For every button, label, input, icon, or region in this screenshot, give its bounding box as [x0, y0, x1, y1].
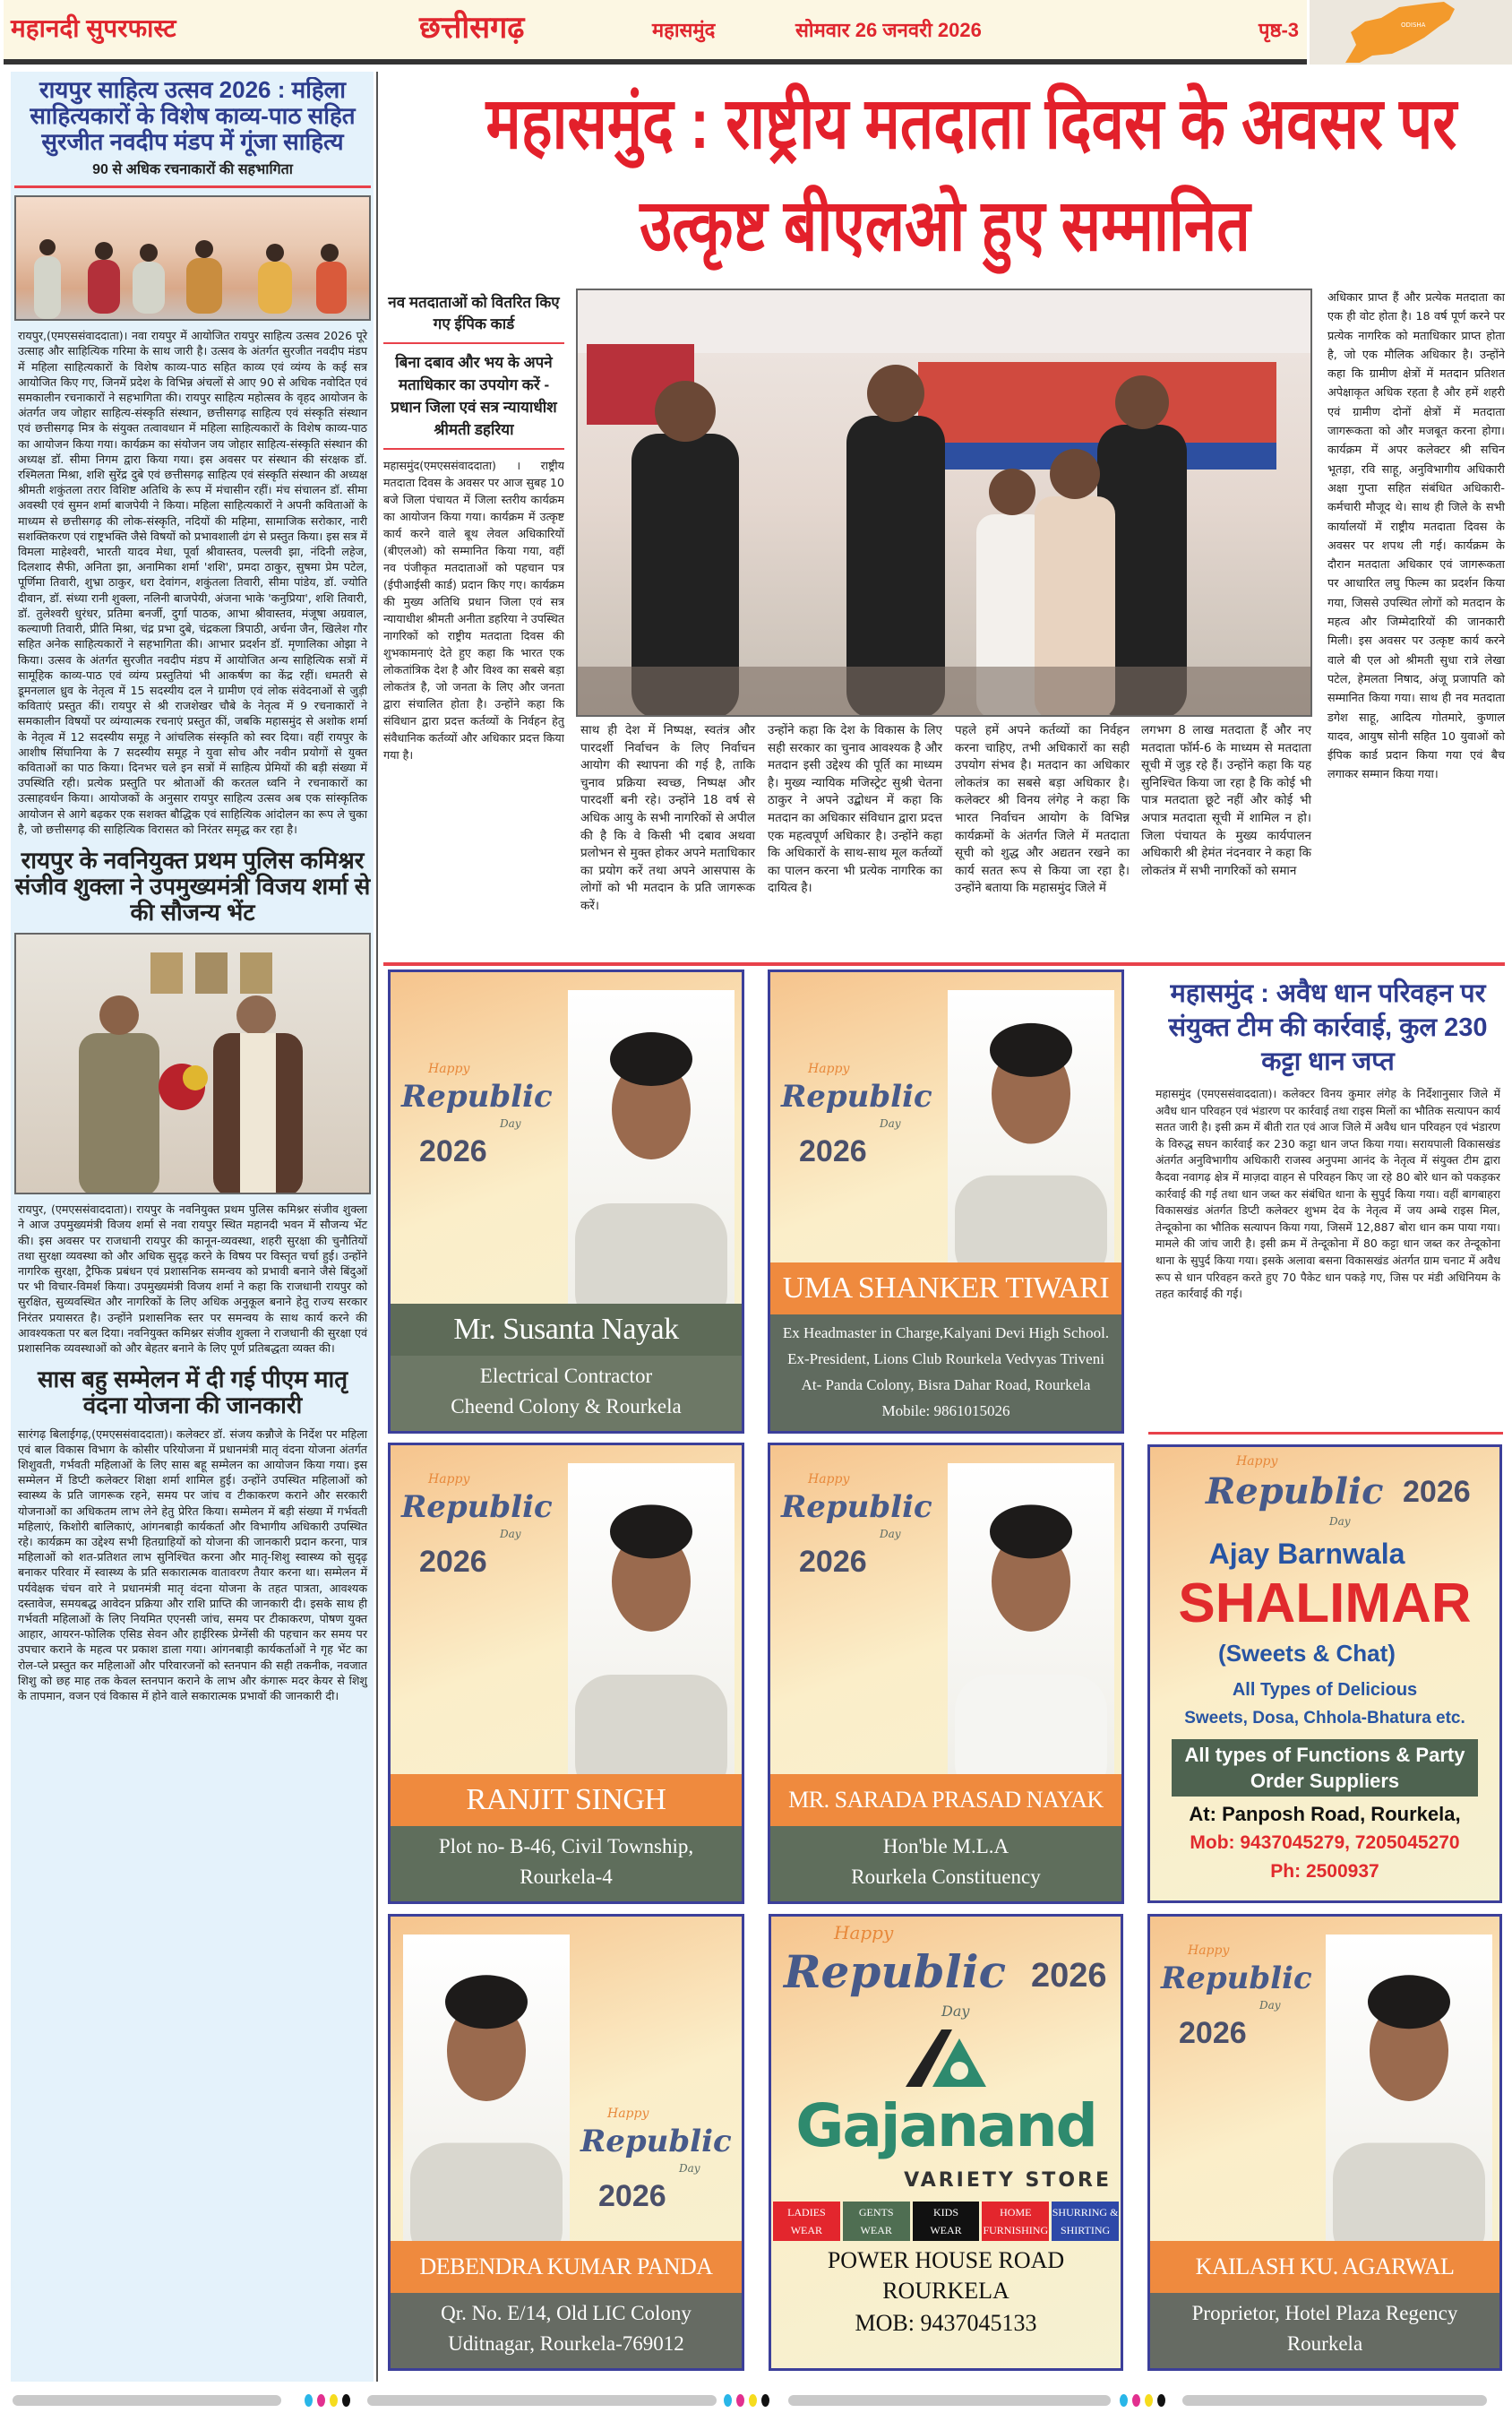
- greeting-year: 2026: [1179, 2016, 1247, 2050]
- category-badge: [773, 2202, 840, 2241]
- odisha-map: [1310, 0, 1512, 65]
- ad-details: [391, 2293, 742, 2368]
- greeting-day: Day: [1259, 1999, 1281, 2012]
- category-line: WEAR: [860, 2224, 892, 2236]
- ad-detail-line: Uditnagar, Rourkela-769012: [448, 2332, 684, 2355]
- paper-name: महानदी सुपरफास्ट: [11, 14, 176, 42]
- raipur-festival-headline: रायपुर साहित्य उत्सव 2026 : महिला साहित्यकारों के विशेष काव्य-पाठ सहित सुरजीत नवदीप मंडप में गूंजा साहित्य: [30, 77, 356, 156]
- registration-dot: [1145, 2394, 1153, 2407]
- festival-photo[interactable]: [14, 195, 371, 321]
- portrait-photo: [948, 1463, 1114, 1774]
- ad-details: [770, 1314, 1121, 1431]
- category-line: SHURRING &: [1052, 2206, 1119, 2219]
- ad-person-name: Mr. Susanta Nayak: [391, 1304, 742, 1356]
- lead-body-col2: साथ ही देश में निष्पक्ष, स्वतंत्र और पारदर्शी निर्वाचन के लिए निर्वाचन आयोग की स्थापना की गई है, ताकि चुनाव प्रक्रिया स्वच्छ, निष्पक्ष और पारदर्शी बनी रहे। उन्होंने 18 वर्ष से अधिक आयु के सभी नागरिकों से अपील की है कि वे किसी भी दबाव अथवा प्रलोभन से मुक्त होकर अपने मताधिकार का प्रयोग करें तथा अपने आसपास के लोगों को भी मतदान के प्रति जागरूक करें।: [580, 723, 755, 913]
- ad-kailash-ku-agarwal[interactable]: [1147, 1914, 1502, 2371]
- ad-debendra-kumar-panda[interactable]: [388, 1914, 744, 2371]
- blo-award-photo[interactable]: [576, 289, 1312, 717]
- category-badge: [843, 2202, 910, 2241]
- greeting-happy: Happy: [607, 2107, 649, 2121]
- ad-detail-line: Mobile: 9861015026: [881, 1402, 1010, 1419]
- greeting-year: 2026: [419, 1545, 487, 1579]
- portrait-photo: [403, 1935, 570, 2241]
- ad-mr-sarada-prasad-nayak[interactable]: [768, 1443, 1124, 1904]
- shalimar-owner: Ajay Barnwala: [1208, 1538, 1405, 1570]
- greeting-day: Day: [679, 2162, 700, 2175]
- ad-detail-line: Rourkela Constituency: [851, 1866, 1041, 1888]
- greeting-republic: Republic: [1206, 1470, 1384, 1512]
- ad-detail-line: Electrical Contractor: [479, 1365, 653, 1387]
- divider: [14, 185, 371, 188]
- greeting-year: 2026: [1031, 1957, 1107, 1995]
- person-portrait-icon: [948, 1463, 1114, 1774]
- gajanand-logo-icon: [906, 2029, 986, 2089]
- registration-bar: [788, 2395, 1111, 2406]
- shalimar-type: (Sweets & Chat): [1218, 1640, 1396, 1667]
- ad-gajanand[interactable]: [769, 1914, 1123, 2371]
- category-line: LADIES: [787, 2206, 826, 2219]
- ad-detail-line: Rourkela-4: [520, 1866, 613, 1888]
- state-label: छत्तीसगढ़: [419, 11, 525, 45]
- greeting-year: 2026: [419, 1134, 487, 1168]
- paddy-seizure-article: [1155, 977, 1500, 1429]
- odisha-map-icon: [1310, 0, 1512, 65]
- lead-left-subcolumn: [383, 292, 564, 959]
- category-line: KIDS: [932, 2206, 958, 2219]
- ad-mr-susanta-nayak[interactable]: [388, 969, 744, 1434]
- shalimar-phone: Ph: 2500937: [1270, 1861, 1379, 1882]
- meeting-photo: [16, 935, 371, 1194]
- ad-details: [391, 1356, 742, 1431]
- divider: [383, 448, 564, 450]
- greeting-year: 2026: [799, 1545, 867, 1579]
- divider: [1148, 1432, 1503, 1435]
- greeting-happy: Happy: [428, 1062, 470, 1076]
- greeting-year: 2026: [1403, 1475, 1471, 1509]
- registration-bar: [13, 2395, 281, 2406]
- greeting-republic: Republic: [580, 2124, 732, 2159]
- registration-dot: [761, 2394, 769, 2407]
- greeting-day: Day: [500, 1528, 521, 1540]
- ad-detail-line: Cheend Colony & Rourkela: [451, 1395, 682, 1418]
- category-line: WEAR: [790, 2224, 823, 2236]
- greeting-happy: Happy: [808, 1062, 850, 1076]
- shalimar-brand: SHALIMAR: [1178, 1573, 1472, 1634]
- registration-dot: [1157, 2394, 1165, 2407]
- registration-bar: [1182, 2395, 1487, 2406]
- greeting-republic: Republic: [781, 1489, 932, 1525]
- lead-headline-line2: उत्कृष्ट बीएलओ हुए सम्मानित: [640, 185, 1250, 265]
- greeting-republic: Republic: [784, 1945, 1007, 1998]
- ad-detail-line: Proprietor, Hotel Plaza Regency: [1191, 2302, 1458, 2324]
- column-divider: [376, 72, 378, 2382]
- category-line: WEAR: [930, 2224, 962, 2236]
- divider: [383, 342, 564, 344]
- ad-person-name: KAILASH KU. AGARWAL: [1150, 2241, 1499, 2293]
- gajanand-address1: POWER HOUSE ROAD: [827, 2247, 1065, 2273]
- ad-detail-line: Qr. No. E/14, Old LIC Colony: [441, 2302, 692, 2324]
- registration-bar: [367, 2395, 717, 2406]
- registration-dot: [1120, 2394, 1128, 2407]
- ad-ranjit-singh[interactable]: [388, 1443, 744, 1904]
- registration-dot: [317, 2394, 325, 2407]
- ad-person-name: DEBENDRA KUMAR PANDA: [391, 2241, 742, 2293]
- ad-detail-line: At- Panda Colony, Bisra Dahar Road, Rourkela: [801, 1376, 1091, 1393]
- ad-detail-line: Rourkela: [1286, 2332, 1363, 2355]
- section-divider: [383, 962, 1505, 966]
- map-label: ODISHA: [1401, 22, 1426, 29]
- gajanand-brand: Gajanand: [795, 2091, 1096, 2160]
- greeting-happy: Happy: [1236, 1454, 1278, 1469]
- raipur-festival-subhead: 90 से अधिक रचनाकारों की सहभागिता: [92, 162, 293, 178]
- category-line: SHIRTING: [1060, 2224, 1111, 2236]
- greeting-year: 2026: [799, 1134, 867, 1168]
- person-portrait-icon: [568, 990, 735, 1304]
- lead-subhead-epic: नव मतदाताओं को वितरित किए गए ईपिक कार्ड: [388, 294, 560, 332]
- lead-body-col1: महासमुंद(एमएससंवाददाता) । राष्ट्रीय मतदाता दिवस के अवसर पर आज सुबह 10 बजे जिला पंचायत में जिला स्तरीय कार्यक्रम का आयोजन किया गया। कार्यक्रम में उत्कृष्ट कार्य करने वाले बूथ लेवल अधिकारियों (बीएलओ) को सम्मानित किया गया, वहीं नव पंजीकृत मतदाताओं को पहचान पत्र (ईपीआईसी कार्ड) प्रदान किए गए। कार्यक्रम की मुख्य अतिथि प्रधान जिला एवं सत्र न्यायाधीश श्रीमती अनीता डहरिया ने उपस्थित नागरिकों को राष्ट्रीय मतदाता दिवस की शुभकामनाएं देते हुए कहा कि भारत एक लोकतांत्रिक देश है और विश्व का सबसे बड़ा लोकतंत्र है, जो जनता के लिए और जनता द्वारा संचालित होता है। उन्होंने कहा कि संविधान द्वारा प्रदत्त कर्तव्यों के निर्वहन हेतु संवैधानिक कर्तव्यों और अधिकार प्रदत्त किया गया है।: [383, 459, 564, 762]
- ad-person-name: RANJIT SINGH: [391, 1774, 742, 1826]
- greeting-republic: Republic: [401, 1079, 553, 1115]
- shalimar-line2: Sweets, Dosa, Chhola-Bhatura etc.: [1184, 1709, 1465, 1728]
- date-label: सोमवार 26 जनवरी 2026: [795, 19, 982, 41]
- lead-subhead-judge: बिना दबाव और भय के अपने मताधिकार का उपयोग करें - प्रधान जिला एवं सत्र न्यायाधीश श्रीमती डहरिया: [391, 354, 557, 438]
- ad-person-name: MR. SARADA PRASAD NAYAK: [770, 1774, 1121, 1826]
- ad-person-name: UMA SHANKER TIWARI: [770, 1262, 1121, 1314]
- ad-details: [1150, 2293, 1499, 2368]
- ad-detail-line: Ex Headmaster in Charge,Kalyani Devi High School.: [782, 1324, 1110, 1341]
- ad-details: [391, 1826, 742, 1901]
- gajanand-subtitle: VARIETY STORE: [904, 2169, 1112, 2192]
- lead-headline-line1: महासमुंद : राष्ट्रीय मतदाता दिवस के अवसर पर: [485, 83, 1457, 163]
- category-line: GENTS: [858, 2206, 894, 2219]
- registration-dot: [305, 2394, 313, 2407]
- left-column-stories: [14, 77, 371, 2378]
- police-commissioner-body: रायपुर, (एमएससंवाददाता)। रायपुर के नवनियुक्त प्रथम पुलिस कमिश्नर संजीव शुक्ला ने आज उपमुख्यमंत्री विजय शर्मा से नवा रायपुर स्थित महानदी भवन में सौजन्य भेंट की। इस अवसर पर राजधानी रायपुर की कानून-व्यवस्था, शहरी सुरक्षा की चुनौतियों तथा सुरक्षा व्यवस्था को और अधिक सुदृढ़ करने के विषय पर विस्तृत चर्चा हुई। उन्होंने नागरिक सुरक्षा, ट्रैफिक प्रबंधन एवं प्रशासनिक समन्वय को प्रभावी बनाने जैसे बिंदुओं पर भी विचार-विमर्श किया। उपमुख्यमंत्री विजय शर्मा ने कहा कि राजधानी रायपुर को सुरक्षित, सुव्यवस्थित और नागरिकों के लिए अधिक अनुकूल बनाने हेतु राज्य सरकार निरंतर प्रयासरत है। उन्होंने प्रशासनिक स्तर पर समन्वय के साथ कार्य करने की आवश्यकता पर बल दिया। नवनियुक्त कमिश्नर संजीव शुक्ला ने राजधानी की सुरक्षा एवं प्रशासनिक व्यवस्थाओं को और बेहतर बनाने के लिए पूर्ण प्रतिबद्धता व्यक्त की।: [18, 1202, 367, 1356]
- commissioner-photo[interactable]: [14, 933, 371, 1194]
- ad-details: [770, 1826, 1121, 1901]
- greeting-day: Day: [500, 1117, 521, 1130]
- category-badge: [982, 2202, 1049, 2241]
- paddy-seizure-body: महासमुंद (एमएससंवाददाता)। कलेक्टर विनय कुमार लंगेह के निर्देशानुसार जिले में अवैध धान परिवहन एवं भंडारण पर कार्रवाई तथा राइस मिलों का भौतिक सत्यापन कार्य सतत जारी है। इसी क्रम में बीती रात एवं आज जिले में अवैध धान परिवहन एवं भंडारण के विरुद्ध सघन कार्रवाई कर 230 कट्टा धान जप्त किया गया। सरायपाली विकासखंड अंतर्गत अनुविभागीय अधिकारी राजस्व अनुपमा आनंद के नेतृत्व में संयुक्त टीम द्वारा कैदवा नवागढ़ क्षेत्र में माज़दा वाहन से परिवहन किए जा रहे 80 बोरे धान को पकड़कर कार्रवाई की गई तथा धान जब्त कर संबंधित थाना के सुपुर्द किया गया। वहीं बागबाहरा विकासखंड अंतर्गत डिप्टी कलेक्टर शुभम देव के नेतृत्व में जय अम्बे राइस मिल, तेन्दूकोना का भौतिक सत्यापन किया गया, जिसमें 12,887 बोरा धान कम पाया गया। मामले की जांच जारी है। इसी क्रम में तेन्दूकोना में 80 कट्टा धान जब्त कर तेन्दूकोना थाना के सुपुर्द किया गया। इसके अलावा बसना विकासखंड अंतर्गत ग्राम चनाट में अवैध रूप से धान परिवहन करते हुए 70 पैकेट धान पकड़े गए, जिस पर मंडी अधिनियम के तहत कार्रवाई की गई।: [1155, 1087, 1500, 1301]
- greeting-day: Day: [941, 2003, 970, 2020]
- paddy-seizure-headline: महासमुंद : अवैध धान परिवहन पर संयुक्त टीम की कार्रवाई, कुल 230 कट्टा धान जप्त: [1168, 979, 1488, 1076]
- shalimar-mobile: Mob: 9437045279, 7205045270: [1190, 1832, 1460, 1853]
- registration-dot: [1132, 2394, 1140, 2407]
- masthead-rule: [4, 59, 1307, 65]
- category-badge: [1052, 2202, 1119, 2241]
- ad-detail-line: Plot no- B-46, Civil Township,: [438, 1835, 694, 1857]
- greeting-republic: Republic: [781, 1079, 932, 1115]
- greeting-day: Day: [1329, 1515, 1351, 1528]
- category-line: FURNISHING: [983, 2224, 1049, 2236]
- saas-bahu-headline: सास बहु सम्मेलन में दी गई पीएम मातृ वंदना योजना की जानकारी: [37, 1366, 348, 1419]
- raipur-festival-body: रायपुर,(एमएससंवाददाता)। नवा रायपुर में आयोजित रायपुर साहित्य उत्सव 2026 पूरे उत्साह और साहित्यिक गरिमा के साथ जारी है। उत्सव के अंतर्गत सुरजीत नवदीप मंडप में महिला साहित्यकारों के विशेष काव्य-पाठ सहित काव्य एवं व्यंग्य के कई सत्र आयोजित किए गए, जिनमें प्रदेश के विभिन्न अंचलों से आए 90 से अधिक नवोदित एवं समकालीन रचनाकारों ने सहभागिता की। रायपुर साहित्य महोत्सव के वृहद आयोजन के अंतर्गत जय जोहार साहित्य-संस्कृति संस्थान, छत्तीसगढ़ साहित्य एवं संस्कृति संस्थान एवं छत्तीसगढ़ मित्र के संयुक्त तत्वावधान में महिला साहित्यकारों के विशेष काव्य-पाठ का आयोजन किया गया। कार्यक्रम का संयोजन जय जोहार साहित्य-संस्कृति संस्थान की अध्यक्ष डॉ. सीमा निगम द्वारा किया गया। इस अवसर पर संस्थान की संरक्षक डॉ. रश्मिलता मिश्रा, शशि सुरेंद्र दुबे एवं छत्तीसगढ़ साहित्य एवं संस्कृति संस्थान की अध्यक्ष श्रीमती शकुंतला तरार विशिष्ट अतिथि के रूप में मंचासीन रहीं। मंच संचालन डॉ. सीमा अवस्थी एवं सुमन शर्मा बाजपेयी ने किया। महिला साहित्यकारों ने अपनी कविताओं के माध्यम से छत्तीसगढ़ की लोक-संस्कृति, नदियों की महिमा, सामाजिक सरोकार, नारी सशक्तिकरण एवं राष्ट्रभक्ति जैसे विषयों को प्रभावशाली ढंग से प्रस्तुत किया। इस सत्र में विमला माहेश्वरी, भारती यादव मेधा, पूर्वा श्रीवास्तव, पल्लवी झा, नंदिनी लहेज, दिलशाद सैफी, अनिता झा, अनामिका शर्मा 'शशि', प्रमदा ठाकुर, सुषमा प्रेम पटेल, पूर्णिमा तिवारी, शुभ्रा ठाकुर, धरा देवांगन, शकुंतला तिवारी, सीमा पांडेय, डॉ. ज्योति दीवान, डॉ. संध्या रानी शुक्ला, नलिनी बाजपेयी, अंजना भाके 'कनुप्रिया', शशि तिवारी, डॉ. तुलेश्वरी धुरंधर, प्रतिमा बनर्जी, दुर्गा पाठक, आभा श्रीवास्तव, मंजूषा अग्रवाल, कल्याणी तिवारी, प्रीति मिश्रा, चंद्र प्रभा दुबे, चंद्रकला त्रिपाठी, अर्चना जैन, खिलेश गौर सहित अनेक साहित्यकारों ने सहभागिता की। आभार प्रदर्शन डॉ. मृणालिका ओझा ने किया। उत्सव के अंतर्गत सुरजीत नवदीप मंडप में आयोजित अन्य साहित्यिक सत्रों में सामूहिक काव्य-पाठ एवं व्यंग्य प्रस्तुतियां भी आकर्षण का केंद्र रहीं। धमतरी से डूमनलाल ध्रुव के नेतृत्व में 15 सदस्यीय दल ने ग्रामीण एवं लोक संवेदनाओं से जुड़ी कविताएं प्रस्तुत कीं। रायपुर से श्री राजशेखर चौबे के नेतृत्व में 9 रचनाकारों ने समकालीन विषयों पर व्यंग्यात्मक रचनाएं प्रस्तुत कीं, जबकि महासमुंद से अशोक शर्मा के नेतृत्व में 12 सदस्यीय समूह ने आंचलिक संस्कृति को स्वर दिया। वहीं रायपुर के आशीष सिंघानिया के 7 सदस्यीय समूह ने युवा सोच और नवीन प्रयोगों से युक्त कविताओं का पाठ किया। दिनभर चले इन सत्रों में साहित्य प्रेमियों की बड़ी संख्या में उपस्थिति रही। प्रत्येक प्रस्तुति पर श्रोताओं की करतल ध्वनि ने रचनाकारों का उत्साहवर्धन किया। आयोजकों के अनुसार रायपुर साहित्य उत्सव अब एक सांस्कृतिक आयोजन से आगे बढ़कर एक सशक्त बौद्धिक एवं साहित्यिक आंदोलन का रूप ले चुका है, जो छत्तीसगढ़ की साहित्यिक विरासत को निरंतर समृद्ध कर रहा है।: [18, 329, 367, 836]
- gajanand-mobile: MOB: 9437045133: [855, 2310, 1037, 2336]
- lead-body-col4: पहले हमें अपने कर्तव्यों का निर्वहन करना चाहिए, तभी अधिकारों का सही उपयोग संभव है। मतदान का अधिकार लोकतंत्र का सबसे बड़ा अधिकार है। कलेक्टर श्री विनय लंगेह ने कहा कि भारत निर्वाचन आयोग के विभिन्न कार्यक्रमों के अंतर्गत जिले में मतदाता सूची को शुद्ध और अद्यतन रखने का कार्य सतत रूप से किया जा रहा है। उन्होंने बताया कि महासमुंद जिले में: [955, 723, 1130, 896]
- registration-dot: [749, 2394, 757, 2407]
- portrait-photo: [1326, 1935, 1492, 2241]
- police-commissioner-headline: रायपुर के नवनियुक्त प्रथम पुलिस कमिश्नर संजीव शुक्ला ने उपमुख्यमंत्री विजय शर्मा से की सौजन्य भेंट: [14, 846, 371, 926]
- greeting-year: 2026: [598, 2179, 666, 2213]
- lead-body-col3: उन्होंने कहा कि देश के विकास के लिए सही सरकार का चुनाव आवश्यक है और मतदान इसी उद्देश्य की पूर्ति का माध्यम है। मुख्य न्यायिक मजिस्ट्रेट सुश्री चेतना ठाकुर ने अपने उद्बोधन में कहा कि मतदान का अधिकार संविधान द्वारा प्रदत्त एक महत्वपूर्ण अधिकार है। उन्होंने कहा कि अधिकारों के साथ-साथ मूल कर्तव्यों का पालन करना भी प्रत्येक नागरिक का दायित्व है।: [768, 723, 942, 896]
- city-label: महासमुंद: [652, 19, 716, 41]
- greeting-happy: Happy: [834, 1922, 894, 1943]
- person-portrait-icon: [1326, 1935, 1492, 2241]
- registration-dot: [724, 2394, 732, 2407]
- category-badge: [913, 2202, 980, 2241]
- registration-dot: [330, 2394, 338, 2407]
- gajanand-categories: [771, 2202, 1121, 2241]
- saas-bahu-body: सारंगढ़ बिलाईगढ़,(एमएससंवाददाता)। कलेक्टर डॉ. संजय कन्नौजे के निर्देश पर महिला एवं बाल विकास विभाग के कोसीर परियोजना में प्रधानमंत्री मातृ वंदना योजना अंतर्गत शिशुवती, गर्भवती महिलाओं के लिए सास बहू सम्मेलन का आयोजन किया गया। इस सम्मेलन में डिप्टी कलेक्टर शिक्षा शर्मा शामिल हुई। उन्होंने उपस्थित महिलाओं को स्वास्थ्य के प्रति जागरूक रहने, समय पर जांच व टीकाकरण कराने और सरकारी योजनाओं का अधिकतम लाभ लेने हेतु प्रेरित किया। सम्मेलन में बड़ी संख्या में गर्भवती महिलाएं, किशोरी बालिकाएं, आंगनबाड़ी कार्यकर्ता और विभागीय अधिकारी उपस्थित रहे। कार्यक्रम का उद्देश्य सभी हितग्राहियों को योजना की जानकारी प्रदान करना, पात्र महिलाओं को शत-प्रतिशत लाभ सुनिश्चित करना और मातृ-शिशु स्वास्थ्य को सुदृढ़ बनाकर परिवार में स्वास्थ्य के प्रति सकारात्मक वातावरण तैयार करना था। सम्मेलन में पर्यवेक्षक चंचन वारे ने प्रधानमंत्री मातृ वंदना योजना के तहत पात्रता, आवश्यक दस्तावेज, समयबद्ध आवेदन प्रक्रिया और राशि प्राप्ति की जानकारी दी। इसके साथ ही गर्भवती महिलाओं के लिए नियमित एएनसी जांच, समय पर टीकाकरण, पोषण युक्त आहार, आयरन-फोलिक एसिड सेवन और हाईरिस्क प्रेग्नेंसी की पहचान कर समय पर उपचार कराने के महत्व पर प्रकाश डाला गया। आंगनबाड़ी कार्यकर्ताओं ने गृह भेंट का रोल-प्ले प्रस्तुत कर महिलाओं और परिवारजनों को स्तनपान की सही तकनीक, नवजात शिशु को छह माह तक केवल स्तनपान कराने के लाभ और कंगारू मदर केयर से शिशु के तापमान, वजन एवं विकास में होने वाले सकारात्मक प्रभावों की जानकारी दी।: [18, 1426, 367, 1702]
- greeting-day: Day: [880, 1117, 901, 1130]
- women-panel-photo: [16, 197, 371, 321]
- person-portrait-icon: [948, 990, 1114, 1262]
- greeting-happy: Happy: [1188, 1943, 1230, 1958]
- greeting-happy: Happy: [428, 1472, 470, 1486]
- greeting-day: Day: [880, 1528, 901, 1540]
- category-line: HOME: [1000, 2206, 1032, 2219]
- ad-detail-line: Hon'ble M.L.A: [882, 1835, 1009, 1857]
- ad-detail-line: Ex-President, Lions Club Rourkela Vedvyas Triveni: [787, 1350, 1104, 1367]
- lead-body-col5: लगभग 8 लाख मतदाता हैं और नए मतदाता फॉर्म-6 के माध्यम से मतदाता सूची में जुड़ रहे हैं। उन्होंने कहा कि यह सुनिश्चित किया जा रहा है कि कोई भी पात्र मतदाता छूटे नहीं और कोई भी अपात्र मतदाता सूची में शामिल न हो। जिला पंचायत के मुख्य कार्यपालन अधिकारी श्री हेमंत नंदनवार ने कहा कि लोकतंत्र में सभी नागरिकों को समान: [1141, 723, 1311, 878]
- greeting-republic: Republic: [401, 1489, 553, 1525]
- shalimar-band: All types of Functions & Party Order Suppliers: [1172, 1739, 1478, 1797]
- registration-dot: [736, 2394, 744, 2407]
- ad-shalimar[interactable]: [1147, 1444, 1502, 1903]
- registration-dot: [342, 2394, 350, 2407]
- ad-uma-shanker-tiwari[interactable]: [768, 969, 1124, 1434]
- person-portrait-icon: [568, 1463, 735, 1774]
- greeting-happy: Happy: [808, 1472, 850, 1486]
- person-portrait-icon: [403, 1935, 570, 2241]
- shalimar-line1: All Types of Delicious: [1232, 1680, 1418, 1700]
- greeting-republic: Republic: [1161, 1960, 1312, 1996]
- portrait-photo: [568, 1463, 735, 1774]
- portrait-photo: [568, 990, 735, 1304]
- lead-body-col6: अधिकार प्राप्त हैं और प्रत्येक मतदाता का एक ही वोट होता है। 18 वर्ष पूर्ण करने पर प्रत्येक नागरिक को मताधिकार प्राप्त होता है, जो एक मौलिक अधिकार है। उन्होंने कहा कि ग्रामीण क्षेत्रों में मतदान प्रतिशत अपेक्षाकृत अधिक रहता है और हमें शहरी एवं ग्रामीण दोनों क्षेत्रों में मतदाता जागरूकता को और मजबूत करना होगा। कार्यक्रम में अपर कलेक्टर श्री सचिन भूतड़ा, रवि साहू, अनुविभागीय अधिकारी अक्षा गुप्ता सहित संबंधित अधिकारी-कर्मचारी मौजूद थे। साथ ही जिले के सभी कार्यालयों में राष्ट्रीय मतदाता दिवस के अवसर पर शपथ ली गई। कार्यक्रम के दौरान मतदाता अधिकार एवं जागरूकता पर आधारित लघु फिल्म का प्रदर्शन किया गया, जिससे उपस्थित लोगों को मतदान के महत्व और जिम्मेदारियों की जानकारी मिली। इस अवसर पर उत्कृष्ट कार्य करने वाले बी एल ओ श्रीमती सुधा रात्रे लेखा पटेल, हेमलता निषाद, अंजू प्रजापति को सम्मानित किया गया। साथ ही नव मतदाता डगेश साहू, आदित्य गोतमारे, कुणाल यादव, आयुष सोनी सहित 10 युवाओं को ईपिक कार्ड प्रदान किया गया एवं बैच लगाकर सम्मान किया गया।: [1327, 291, 1505, 782]
- page-number: पृष्ठ-3: [1259, 19, 1300, 41]
- shalimar-address: At: Panposh Road, Rourkela,: [1189, 1803, 1461, 1825]
- award-ceremony-photo: [578, 290, 1312, 717]
- gajanand-address2: ROURKELA: [882, 2278, 1009, 2304]
- portrait-photo: [948, 990, 1114, 1262]
